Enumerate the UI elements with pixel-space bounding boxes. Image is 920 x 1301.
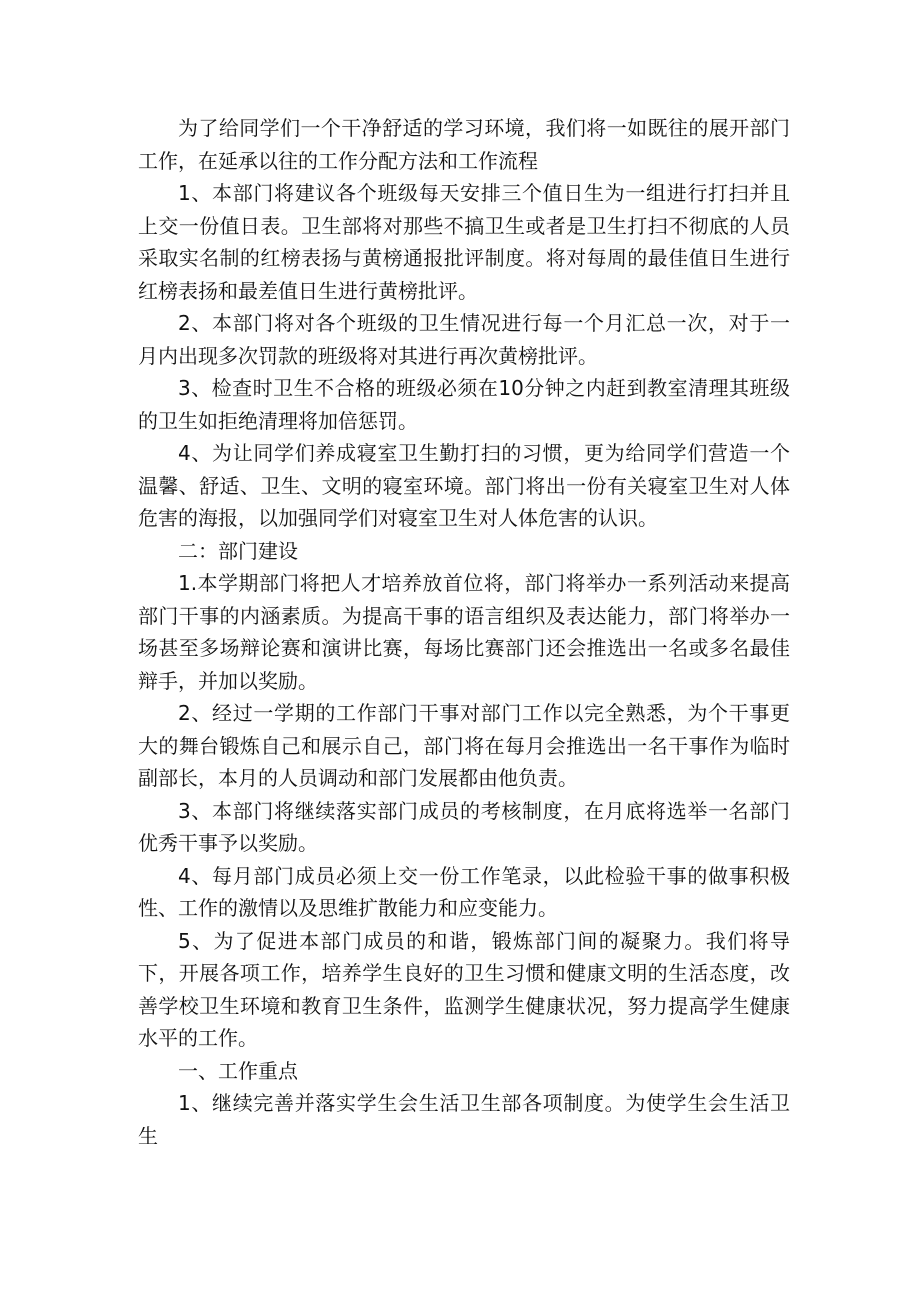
paragraph-building-5: 5、为了促进本部门成员的和谐，锻炼部门间的凝聚力。我们将导下，开展各项工作，培养学生良好的卫生习惯和健康文明的生活态度，改善学校卫生环境和教育卫生条件，监测学生健康状况，努力提高学生健康水平的工作。 (138, 928, 790, 1050)
paragraph-item-4: 4、为让同学们养成寝室卫生勤打扫的习惯，更为给同学们营造一个温馨、舒适、卫生、文明的寝室环境。部门将出一份有关寝室卫生对人体危害的海报，以加强同学们对寝室卫生对人体危害的认识。 (138, 441, 790, 530)
paragraph-item-3: 3、检查时卫生不合格的班级必须在10分钟之内赶到教室清理其班级的卫生如拒绝清理将加倍惩罚。 (138, 376, 790, 433)
paragraph-building-3: 3、本部门将继续落实部门成员的考核制度，在月底将选举一名部门优秀干事予以奖励。 (138, 798, 790, 855)
paragraph-building-2: 2、经过一学期的工作部门干事对部门工作以完全熟悉，为个干事更大的舞台锻炼自己和展示自己，部门将在每月会推选出一名干事作为临时副部长，本月的人员调动和部门发展都由他负责。 (138, 701, 790, 790)
paragraph-building-4: 4、每月部门成员必须上交一份工作笔录，以此检验干事的做事积极性、工作的激情以及思维扩散能力和应变能力。 (138, 863, 790, 920)
section-heading-work-focus: 一、工作重点 (178, 1058, 298, 1083)
paragraph-focus-1: 1、继续完善并落实学生会生活卫生部各项制度。为使学生会生活卫生 (138, 1091, 790, 1148)
paragraph-intro: 为了给同学们一个干净舒适的学习环境，我们将一如既往的展开部门工作，在延承以往的工作分配方法和工作流程 (138, 116, 790, 173)
document-body (138, 112, 790, 1152)
section-heading-department-building: 二：部门建设 (178, 538, 298, 563)
paragraph-item-2: 2、本部门将对各个班级的卫生情况进行每一个月汇总一次，对于一月内出现多次罚款的班级将对其进行再次黄榜批评。 (138, 311, 790, 368)
paragraph-building-1: 1.本学期部门将把人才培养放首位将，部门将举办一系列活动来提高部门干事的内涵素质。为提高干事的语言组织及表达能力，部门将举办一场甚至多场辩论赛和演讲比赛，每场比赛部门还会推选出一名或多名最佳辩手，并加以奖励。 (138, 571, 790, 693)
paragraph-item-1: 1、本部门将建议各个班级每天安排三个值日生为一组进行打扫并且上交一份值日表。卫生部将对那些不搞卫生或者是卫生打扫不彻底的人员采取实名制的红榜表扬与黄榜通报批评制度。将对每周的最佳值日生进行红榜表扬和最差值日生进行黄榜批评。 (138, 181, 790, 303)
